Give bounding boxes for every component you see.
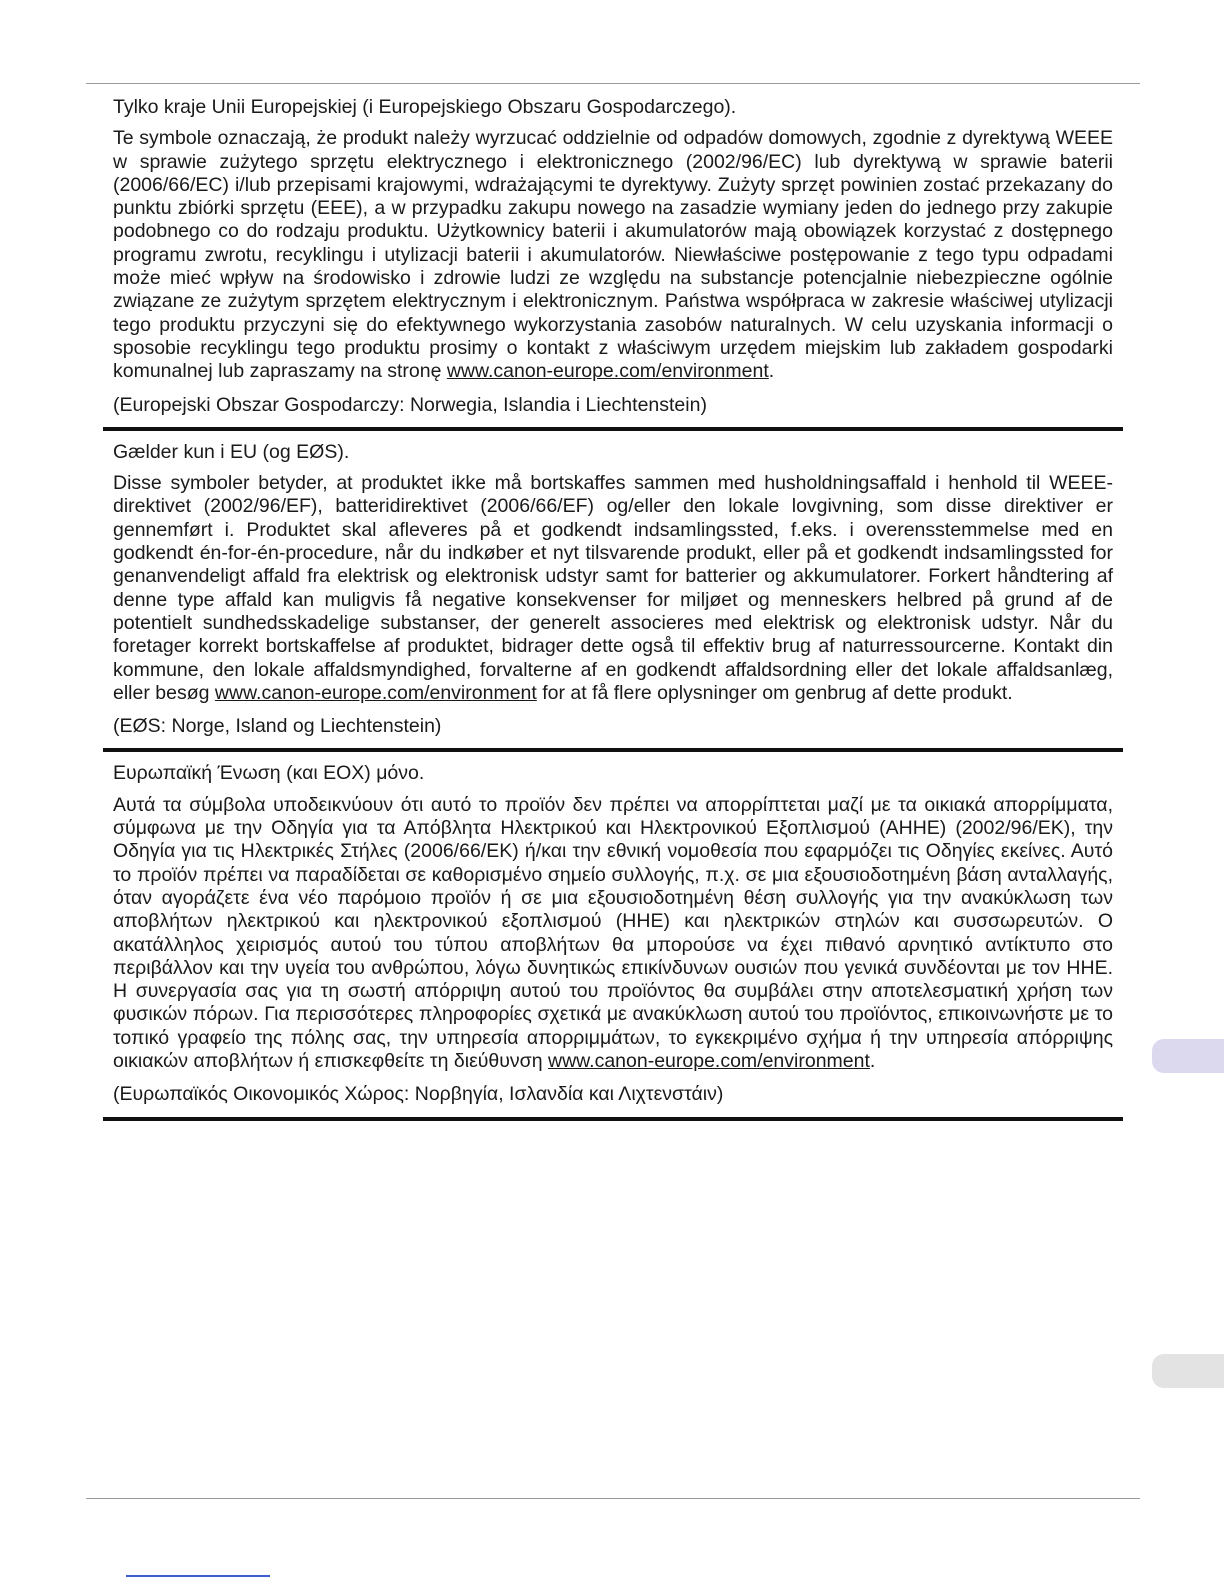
environment-link[interactable]: www.canon-europe.com/environment (214, 681, 537, 704)
section-danish (103, 441, 1123, 739)
footer-accent-line (126, 1575, 270, 1577)
section-body (113, 127, 1113, 383)
body-text-end: for at få flere oplysninger om genbrug af dette produkt. (536, 681, 1013, 704)
section-body (113, 794, 1113, 1074)
section-divider (103, 1117, 1123, 1121)
header-rule (86, 83, 1140, 84)
body-text: Te symbole oznaczają, że produkt należy wyrzucać oddzielnie od odpadów domowych, zgodnie z dyrektywą WEEE w sprawie zużytego sprzętu elektrycznego i elektronicznego (2002/96/EC) lub dyrektywą w sprawie baterii (2006/66/EC) i/lub przepisami krajowymi, wdrażającymi te dyrektywy. Zużyty sprzęt powinien zostać przekazany do punktu zbiórki sprzętu (EEE), a w przypadku zakupu nowego na zasadzie wymiany jeden do jednego przy zakupie podobnego co do rodzaju produktu. Użytkownicy baterii i akumulatorów mają obowiązek korzystać z dostępnego programu zwrotu, recyklingu i utylizacji baterii i akumulatorów. Niewłaściwe postępowanie z tego typu odpadami może mieć wpływ na środowisko i zdrowie ludzi ze względu na substancje potencjalnie niebezpieczne ogólnie związane ze zużytym sprzętem elektrycznym i elektronicznym. Państwa współpraca w zakresie właściwej utylizacji tego produktu przyczyni się do efektywnego wykorzystania zasobów naturalnych. W celu uzyskania informacji o sposobie recyklingu tego produktu prosimy o kontakt z właściwym urzędem miejskim lub zakładem gospodarki komunalnej lub zapraszamy na stronę (113, 127, 1113, 383)
footer-rule (86, 1498, 1140, 1499)
environment-link[interactable]: www.canon-europe.com/environment (547, 1049, 870, 1072)
section-body (113, 472, 1113, 705)
body-text: Αυτά τα σύμβολα υποδεικνύουν ότι αυτό το προϊόν δεν πρέπει να απορρίπτεται μαζί με τα οικιακά απορρίμματα, σύμφωνα με την Οδηγία για τα Απόβλητα Ηλεκτρικού και Ηλεκτρονικού Εξοπλισμού (ΑΗΗΕ) (2002/96/ΕΚ), την Οδηγία για τις Ηλεκτρικές Στήλες (2006/66/ΕΚ) ή/και την εθνική νομοθεσία που εφαρμόζει τις Οδηγίες εκείνες. Αυτό το προϊόν πρέπει να παραδίδεται σε καθορισμένο σημείο συλλογής, π.χ. σε μια εξουσιοδοτημένη βάση ανταλλαγής, όταν αγοράζετε ένα νέο παρόμοιο προϊόν ή σε μια εξουσιοδοτημένη θέση συλλογής για την ανακύκλωση των αποβλήτων ηλεκτρικού και ηλεκτρονικού εξοπλισμού (ΗΗΕ) και ηλεκτρικών στηλών και συσσωρευτών. Ο ακατάλληλος χειρισμός αυτού του τύπου αποβλήτων θα μπορούσε να έχει πιθανό αρνητικό αντίκτυπο στο περιβάλλον και την υγεία του ανθρώπου, λόγω δυνητικώς επικίνδυνων ουσιών που γενικά συνδέονται με τον ΗΗΕ. Η συνεργασία σας για τη σωστή απόρριψη αυτού του προϊόντος θα συμβάλει στην αποτελεσματική χρήση των φυσικών πόρων. Για περισσότερες πληροφορίες σχετικά με ανακύκλωση αυτού του προϊόντος, επικοινωνήστε με το τοπικό γραφείο της πόλης σας, την υπηρεσία απορριμμάτων, το εγκεκριμένο σχήμα ή την υπηρεσία απόρριψης οικιακών αποβλήτων ή επισκεφθείτε τη διεύθυνση (113, 793, 1113, 1072)
section-heading: Ευρωπαϊκή Ένωση (και ΕΟΧ) μόνο. (113, 762, 425, 785)
section-note: (Europejski Obszar Gospodarczy: Norwegia, Islandia i Liechtenstein) (113, 393, 707, 416)
section-heading: Gælder kun i EU (og EØS). (113, 440, 350, 463)
side-tab-active[interactable] (1152, 1039, 1224, 1073)
section-divider (103, 748, 1123, 752)
environment-link[interactable]: www.canon-europe.com/environment (446, 360, 769, 383)
side-tab[interactable] (1152, 1354, 1224, 1388)
section-polish (103, 96, 1123, 417)
body-text: Disse symboler betyder, at produktet ikke må bortskaffes sammen med husholdningsaffald i henhold til WEEE-direktivet (2002/96/EF), batteridirektivet (2006/66/EF) og/eller den lokale lovgivning, som disse direktiver er gennemført i. Produktet skal afleveres på et godkendt indsamlingssted, f.eks. i overensstemmelse med en godkendt én-for-én-procedure, når du indkøber et nyt tilsvarende produkt, eller på et godkendt indsamlingssted for genanvendeligt affald fra elektrisk og elektronisk udstyr samt for batterier og akkumulatorer. Forkert håndtering af denne type affald kan muligvis få negative konsekvenser for miljøet og menneskers helbred på grund af de potentielt sundhedsskadelige substanser, der generelt associeres med elektrisk og elektronisk udstyr. Når du foretager korrekt bortskaffelse af produktet, bidrager dette også til effektiv brug af naturressourcerne. Kontakt din kommune, den lokale affaldsmyndighed, forvalterne af en godkendt affaldsordning eller det lokale affaldsanlæg, eller besøg (113, 472, 1113, 704)
body-text-end: . (768, 360, 775, 383)
page-content (103, 96, 1123, 1131)
section-note: (Ευρωπαϊκός Οικονομικός Χώρος: Νορβηγία, Ισλανδία και Λιχτενστάιν) (113, 1083, 724, 1106)
body-text-end: . (869, 1049, 876, 1072)
section-note: (EØS: Norge, Island og Liechtenstein) (113, 715, 442, 738)
section-greek (103, 762, 1123, 1106)
section-divider (103, 427, 1123, 431)
section-heading: Tylko kraje Unii Europejskiej (i Europejskiego Obszaru Gospodarczego). (113, 96, 737, 118)
